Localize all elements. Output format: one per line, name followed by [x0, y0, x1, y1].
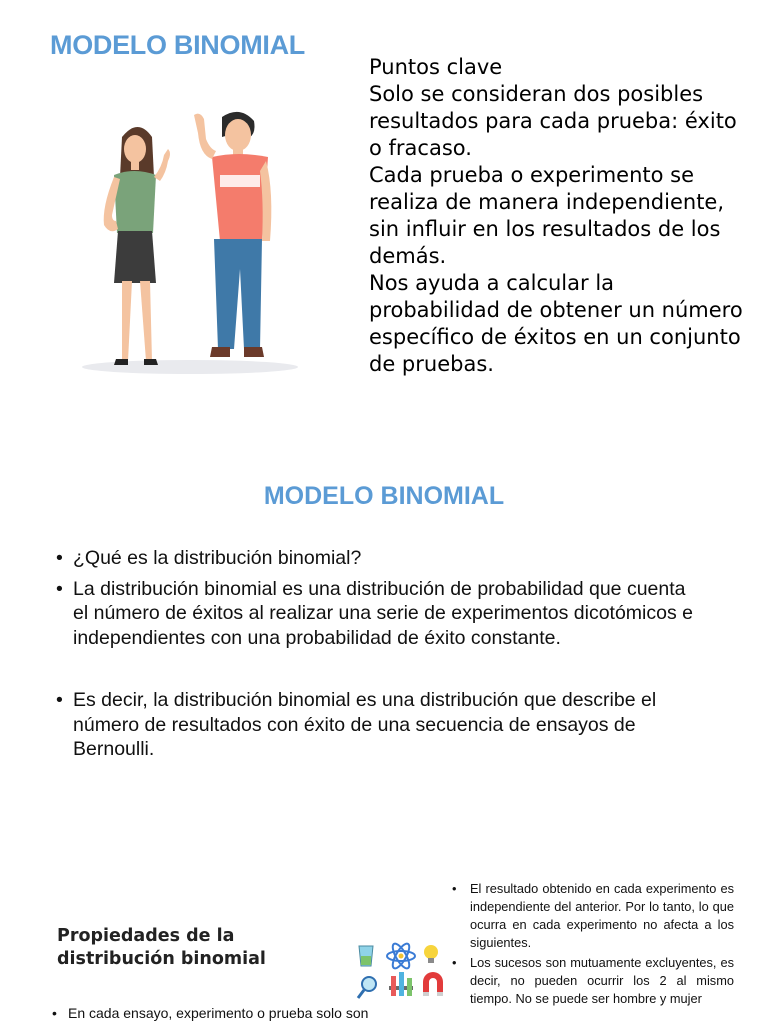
key-points [369, 54, 749, 378]
properties-right-list [452, 880, 734, 1010]
slide-1 [0, 0, 768, 420]
slide-3-title: Propiedades de la distribución binomial [57, 926, 266, 969]
magnet-icon [423, 972, 443, 996]
key-point: Solo se consideran dos posibles resultados para cada prueba: éxito o fracaso. [369, 82, 737, 160]
key-points-heading: Puntos clave [369, 55, 503, 79]
magnifier-icon [358, 977, 376, 998]
slide-3 [0, 870, 768, 1024]
slide-2 [0, 470, 768, 850]
list-item: • Es decir, la distribución binomial es una distribución que describe el número de resultados con éxito de una secuencia de ensayos de Bernoulli. [56, 688, 706, 762]
definition-list [56, 546, 706, 768]
list-item: • ¿Qué es la distribución binomial? [56, 546, 706, 571]
ground-shadow [82, 360, 298, 374]
beaker-icon [359, 946, 373, 966]
man-figure [194, 112, 271, 357]
properties-left-list [52, 1004, 392, 1022]
key-point: Cada prueba o experimento se realiza de manera independiente, sin influir en los resultados de los demás. [369, 163, 725, 268]
list-item: • En cada ensayo, experimento o prueba solo son [52, 1004, 392, 1022]
slide-2-title: MODELO BINOMIAL [263, 482, 505, 510]
atom-icon [387, 942, 415, 971]
list-item: • La distribución binomial es una distribución de probabilidad que cuenta el número de éxitos al realizar una serie de experimentos dicotómicos e independientes con una probabilidad de éxito constante. [56, 577, 706, 651]
science-icons [355, 942, 447, 1006]
woman-figure [104, 127, 170, 365]
slide-1-title: MODELO BINOMIAL [50, 30, 305, 60]
list-item: • El resultado obtenido en cada experimento es independiente del anterior. Por lo tanto, lo que ocurra en cada experimento no afecta a los siguientes. [452, 880, 734, 952]
list-item: • Los sucesos son mutuamente excluyentes, es decir, no pueden ocurrir los 2 al mismo tiempo. No se puede ser hombre y mujer [452, 954, 734, 1008]
lightbulb-icon [424, 945, 438, 963]
key-point: Nos ayuda a calcular la probabilidad de obtener un número específico de éxitos en un conjunto de pruebas. [369, 271, 743, 376]
people-waving-illustration [72, 105, 312, 385]
test-tubes-icon [389, 972, 413, 996]
